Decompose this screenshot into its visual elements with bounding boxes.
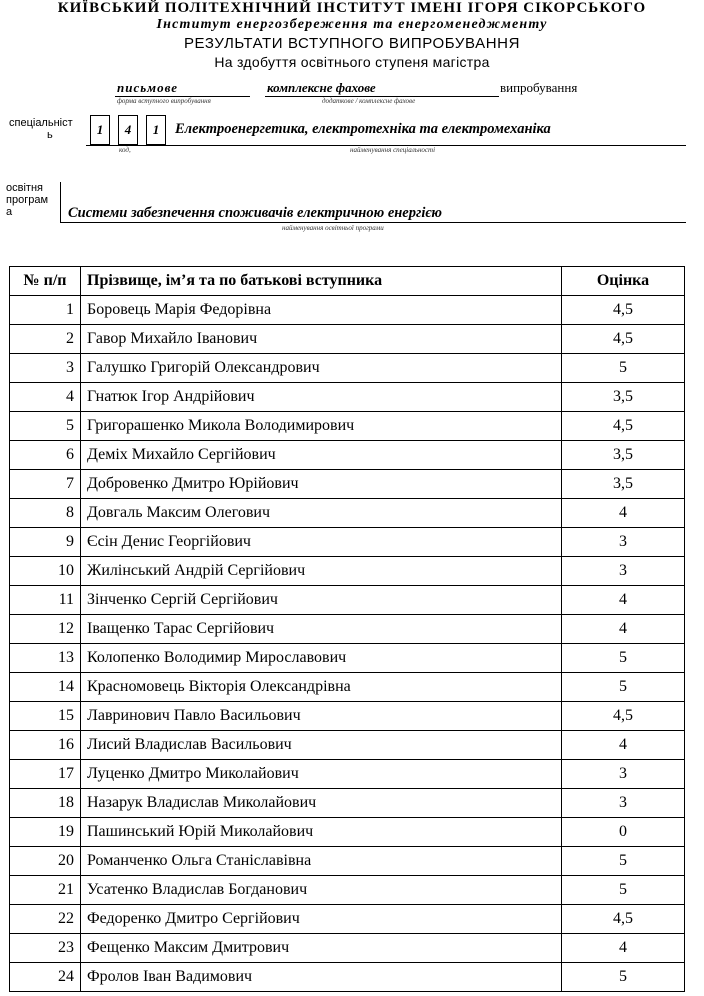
table-row <box>10 847 685 876</box>
row-number: 12 <box>10 615 81 644</box>
table-row <box>10 325 685 354</box>
row-number: 7 <box>10 470 81 499</box>
table-row <box>10 615 685 644</box>
exam-form-caption: форма вступного випробування <box>117 97 211 105</box>
program-label-line1: освітня <box>6 182 43 194</box>
applicant-grade: 0 <box>562 818 685 847</box>
applicant-name: Іващенко Тарас Сергійович <box>81 615 562 644</box>
applicant-name: Боровець Марія Федорівна <box>81 296 562 325</box>
applicant-grade: 4,5 <box>562 905 685 934</box>
applicant-name: Жилінський Андрій Сергійович <box>81 557 562 586</box>
table-row <box>10 789 685 818</box>
specialty-label-line2: ь <box>47 129 53 141</box>
table-row <box>10 644 685 673</box>
applicant-grade: 3,5 <box>562 383 685 412</box>
row-number: 2 <box>10 325 81 354</box>
table-row <box>10 586 685 615</box>
applicant-grade: 4 <box>562 615 685 644</box>
applicant-grade: 5 <box>562 644 685 673</box>
applicant-grade: 3 <box>562 528 685 557</box>
program-caption: найменування освітньої програми <box>282 224 384 232</box>
row-number: 9 <box>10 528 81 557</box>
table-row <box>10 383 685 412</box>
table-body <box>10 296 685 992</box>
specialty-label <box>9 117 73 141</box>
applicant-grade: 4,5 <box>562 412 685 441</box>
row-number: 15 <box>10 702 81 731</box>
column-header-name: Прізвище, ім’я та по батькові вступника <box>81 267 562 296</box>
applicant-name: Деміх Михайло Сергійович <box>81 441 562 470</box>
specialty-code-caption: код, <box>119 146 131 154</box>
row-number: 5 <box>10 412 81 441</box>
applicant-name: Фещенко Максим Дмитрович <box>81 934 562 963</box>
applicant-grade: 4 <box>562 586 685 615</box>
applicant-name: Лисий Владислав Васильович <box>81 731 562 760</box>
document-subtitle: На здобуття освітнього ступеня магістра <box>214 54 490 70</box>
specialty-name-caption: найменування спеціальності <box>350 146 436 154</box>
table-row <box>10 296 685 325</box>
row-number: 23 <box>10 934 81 963</box>
program-divider <box>60 182 61 222</box>
row-number: 10 <box>10 557 81 586</box>
row-number: 17 <box>10 760 81 789</box>
row-number: 20 <box>10 847 81 876</box>
table-row <box>10 470 685 499</box>
column-header-grade: Оцінка <box>562 267 685 296</box>
applicant-name: Гнатюк Ігор Андрійович <box>81 383 562 412</box>
applicant-name: Григорашенко Микола Володимирович <box>81 412 562 441</box>
applicant-name: Галушко Григорій Олександрович <box>81 354 562 383</box>
applicant-grade: 4 <box>562 934 685 963</box>
table-row <box>10 412 685 441</box>
applicant-grade: 3 <box>562 557 685 586</box>
applicant-name: Зінченко Сергій Сергійович <box>81 586 562 615</box>
applicant-grade: 3,5 <box>562 441 685 470</box>
applicant-grade: 5 <box>562 876 685 905</box>
table-row <box>10 876 685 905</box>
applicant-grade: 5 <box>562 847 685 876</box>
applicant-grade: 3,5 <box>562 470 685 499</box>
row-number: 3 <box>10 354 81 383</box>
applicant-name: Довгаль Максим Олегович <box>81 499 562 528</box>
row-number: 22 <box>10 905 81 934</box>
applicant-grade: 4,5 <box>562 325 685 354</box>
column-header-number: № п/п <box>10 267 81 296</box>
table-row <box>10 528 685 557</box>
applicant-grade: 5 <box>562 354 685 383</box>
row-number: 11 <box>10 586 81 615</box>
applicant-grade: 5 <box>562 673 685 702</box>
table-row <box>10 441 685 470</box>
table-row <box>10 818 685 847</box>
program-label <box>6 182 48 218</box>
university-name: КИЇВСЬКИЙ ПОЛІТЕХНІЧНИЙ ІНСТИТУТ ІМЕНІ ІГОРЯ СІКОРСЬКОГО <box>57 0 647 16</box>
applicant-name: Романченко Ольга Станіславівна <box>81 847 562 876</box>
document-title: РЕЗУЛЬТАТИ ВСТУПНОГО ВИПРОБУВАННЯ <box>183 35 521 52</box>
applicant-name: Луценко Дмитро Миколайович <box>81 760 562 789</box>
applicant-name: Колопенко Володимир Мирославович <box>81 644 562 673</box>
table-row <box>10 499 685 528</box>
row-number: 18 <box>10 789 81 818</box>
table-row <box>10 934 685 963</box>
table-row <box>10 354 685 383</box>
applicant-name: Добровенко Дмитро Юрійович <box>81 470 562 499</box>
applicant-grade: 4 <box>562 499 685 528</box>
table-row <box>10 557 685 586</box>
applicant-grade: 3 <box>562 760 685 789</box>
applicant-name: Гавор Михайло Іванович <box>81 325 562 354</box>
specialty-name: Електроенергетика, електротехніка та електромеханіка <box>175 121 551 137</box>
applicant-name: Назарук Владислав Миколайович <box>81 789 562 818</box>
table-row <box>10 702 685 731</box>
program-label-line2: програм <box>6 194 49 206</box>
table-row <box>10 905 685 934</box>
row-number: 13 <box>10 644 81 673</box>
row-number: 14 <box>10 673 81 702</box>
specialty-label-line1: спеціальніст <box>9 117 73 129</box>
table-row <box>10 731 685 760</box>
applicant-grade: 4,5 <box>562 296 685 325</box>
applicant-name: Єсін Денис Георгійович <box>81 528 562 557</box>
row-number: 21 <box>10 876 81 905</box>
applicant-grade: 5 <box>562 963 685 992</box>
institute-name: Інститут енергозбереження та енергоменеджменту <box>156 17 548 32</box>
applicant-name: Фролов Іван Вадимович <box>81 963 562 992</box>
exam-suffix: випробування <box>500 80 578 95</box>
applicant-grade: 4,5 <box>562 702 685 731</box>
exam-form: письмове <box>115 80 250 97</box>
exam-type: комплексне фахове <box>265 80 499 97</box>
specialty-code-digit: 1 <box>146 115 166 145</box>
program-name: Системи забезпечення споживачів електричною енергією <box>68 205 442 221</box>
applicant-name: Пашинський Юрій Миколайович <box>81 818 562 847</box>
applicant-name: Усатенко Владислав Богданович <box>81 876 562 905</box>
applicant-grade: 4 <box>562 731 685 760</box>
row-number: 8 <box>10 499 81 528</box>
applicant-grade: 3 <box>562 789 685 818</box>
table-row <box>10 963 685 992</box>
row-number: 19 <box>10 818 81 847</box>
results-table <box>9 266 685 992</box>
specialty-code-digit: 1 <box>90 115 110 145</box>
applicant-name: Лавринович Павло Васильович <box>81 702 562 731</box>
table-row <box>10 760 685 789</box>
program-label-line3: а <box>6 206 13 218</box>
table-header-row <box>10 267 685 296</box>
exam-type-caption: додаткове / комплексне фахове <box>322 97 416 105</box>
row-number: 6 <box>10 441 81 470</box>
table-row <box>10 673 685 702</box>
program-underline <box>60 222 686 223</box>
applicant-name: Федоренко Дмитро Сергійович <box>81 905 562 934</box>
specialty-code-digit: 4 <box>118 115 138 145</box>
applicant-name: Красномовець Вікторія Олександрівна <box>81 673 562 702</box>
row-number: 24 <box>10 963 81 992</box>
row-number: 1 <box>10 296 81 325</box>
row-number: 16 <box>10 731 81 760</box>
row-number: 4 <box>10 383 81 412</box>
